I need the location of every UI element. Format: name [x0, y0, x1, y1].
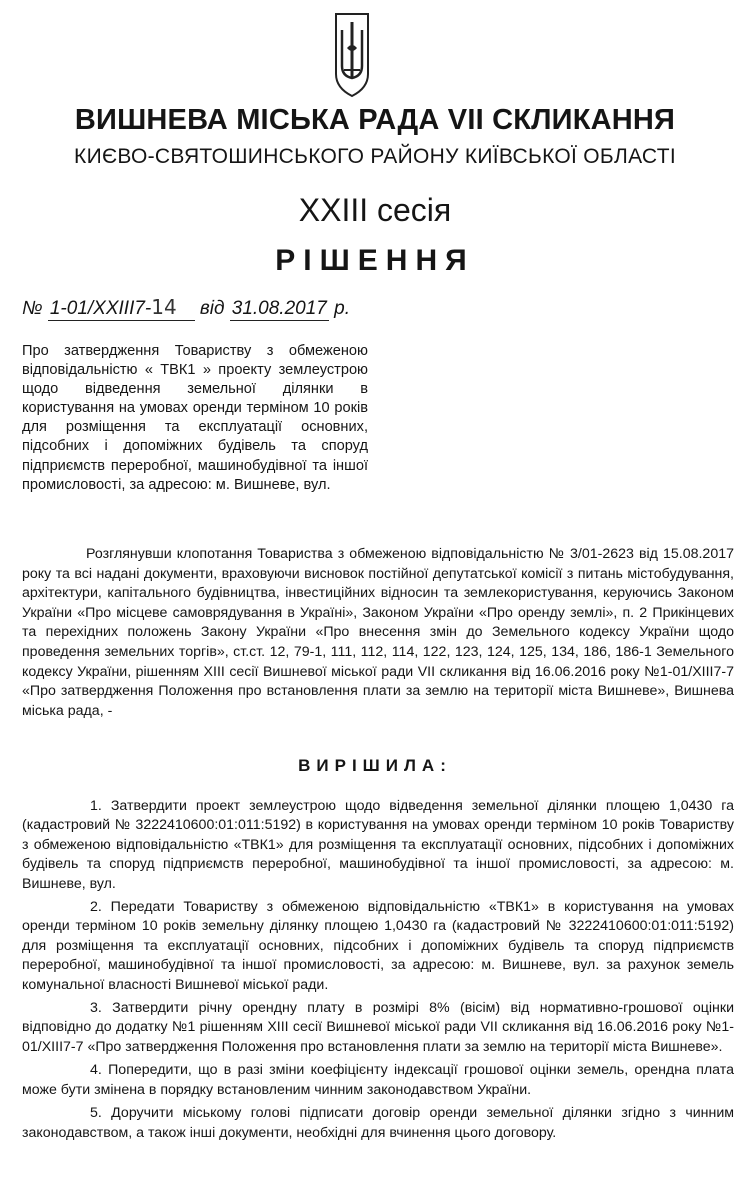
preamble-text: Розглянувши клопотання Товариства з обмеженою відповідальністю № 3/01-2623 від 15.08.2017 року та всі надані документи, враховуючи висновок постійної депутатської комісії з питань містобудування, архітектури, капітального будівництва, інвестиційних відносин та землекористування, керуючись Законом України «Про місцеве самоврядування в Україні», Законом України «Про оренду землі», п. 2 Прикінцевих та перехідних положень Закону України «Про внесення змін до Земельного кодексу України щодо проведення земельних торгів», ст.ст. 12, 79-1, 111, 112, 114, 122, 123, 124, 125, 134, 186, 186-1 Земельного кодексу України, рішенням XIII сесії Вишневої міської ради VII скликання від 16.06.2016 року №1-01/XIII7-7 «Про затвердження Положення про встановлення плати за землю на території міста Вишневе», Вишнева міська рада, - [22, 546, 734, 719]
resolution-item: 3. Затвердити річну орендну плату в розмірі 8% (вісім) від нормативно-грошової оцінки відповідно до додатку №1 рішенням XIII сесії Вишневої міської ради VII скликання від 16.06.2016 року №1-01/XIII7-7 «Про затвердження Положення про встановлення плати за землю на території міста Вишневе». [22, 1000, 734, 1055]
decision-subject: Про затвердження Товариству з обмеженою відповідальністю « ТВК1 » проекту землеустрою щодо відведення земельної ділянки в користування на умовах оренди терміном 10 років для розміщення та експлуатації основних, підсобних і допоміжних будівель та споруд підприємств переробної, машинобудівної та іншої промисловості, за адресою: м. Вишневе, вул. [22, 343, 368, 493]
resolution-item: 4. Попередити, що в разі зміни коефіцієнту індексації грошової оцінки земель, орендна плата може бути змінена в порядку встановленим чинним законодавством України. [22, 1062, 734, 1098]
council-title: ВИШНЕВА МІСЬКА РАДА VII СКЛИКАННЯ [74, 104, 676, 136]
resolution-item: 1. Затвердити проект землеустрою щодо відведення земельної ділянки площею 1,0430 га (кадастровий № 3222410600:01:011:5192) в користування на умовах оренди терміном 10 років Товариству з обмеженою відповідальністю «ТВК1» для розміщення та експлуатації основних, підсобних і допоміжних будівель та споруд підприємств переробної, машинобудівної та іншої промисловості, за адресою: м. Вишневе, вул. [22, 798, 734, 892]
preamble [22, 545, 734, 721]
resolution-items [22, 797, 734, 1147]
district-title: КИЄВО-СВЯТОШИНСЬКОГО РАЙОНУ КИЇВСЬКОЇ ОБЛАСТІ [74, 145, 676, 168]
session-title: XXIII сесія [298, 192, 452, 228]
decision-date: 31.08.2017 [231, 298, 327, 319]
number-prefix: № [22, 298, 43, 319]
resolution-item: 5. Доручити міському голові підписати договір оренди земельної ділянки згідно з чинним законодавством, а також інші документи, необхідні для вчинення цього договору. [22, 1105, 734, 1141]
decision-number: 1-01/XXIII7-14 [48, 295, 195, 321]
decision-number-line [22, 295, 350, 321]
handwritten-number: 14 [151, 295, 177, 319]
resolution-item: 2. Передати Товариству з обмеженою відповідальністю «ТВК1» в користування на умовах оренди терміном 10 років земельну ділянку площею 1,0430 га (кадастровий № 3222410600:01:011:5192) для розміщення та експлуатації основних, підсобних і допоміжних будівель та споруд підприємств переробної, машинобудівної та іншої промисловості, за адресою: м. Вишневе, вул. за рахунок земель комунальної власності Вишневої міської ради. [22, 899, 734, 993]
date-label: від [199, 298, 225, 319]
document-type-title: РІШЕННЯ [275, 244, 475, 277]
year-suffix: р. [334, 298, 350, 319]
trident-emblem-icon [330, 8, 374, 100]
resolved-heading: ВИРІШИЛА: [298, 756, 452, 775]
